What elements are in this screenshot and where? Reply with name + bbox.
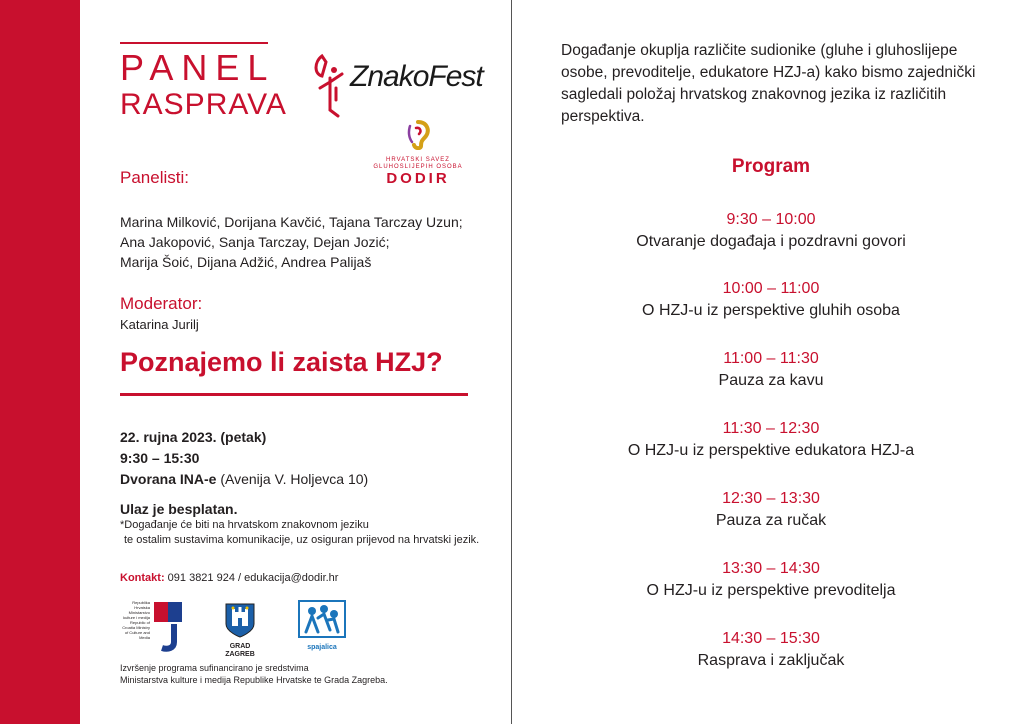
program-item-time: 10:00 – 11:00 (722, 280, 820, 297)
program-item-title: Rasprava i zaključak (697, 652, 845, 669)
program-title: Program (731, 156, 811, 177)
panelists-list (120, 212, 463, 272)
title-line-1: PANEL (120, 47, 276, 88)
headline-underline (120, 393, 468, 396)
zagreb-caption: GRAD ZAGREB (225, 643, 255, 658)
program-item (561, 628, 981, 672)
funding-line-2: Ministarstva kulture i medija Republike Hrvatske te Grada Zagreba. (120, 675, 388, 685)
ministry-emblem-icon (154, 602, 182, 652)
program-item (561, 558, 981, 602)
program-item-time: 11:30 – 12:30 (722, 420, 820, 437)
ministry-logo (120, 600, 184, 658)
headline: Poznajemo li zaista HZJ? (120, 347, 443, 377)
event-date: 22. rujna 2023. (petak) (120, 429, 267, 445)
spajalica-caption: spajalica (307, 644, 337, 651)
title-line-2: RASPRAVA (120, 88, 287, 121)
program-item (561, 348, 981, 392)
program-item-time: 9:30 – 10:00 (726, 211, 816, 228)
program-item (561, 278, 981, 322)
program-item-title: O HZJ-u iz perspektive prevoditelja (646, 582, 896, 599)
moderator-label: Moderator: (120, 294, 203, 313)
entry-headline: Ulaz je besplatan. (120, 501, 238, 517)
spajalica-logo (298, 600, 346, 651)
znakofest-wordmark: ZnakoFest (350, 60, 483, 93)
program-item (561, 418, 981, 462)
program-item-title: Otvaranje događaja i pozdravni govori (636, 233, 906, 250)
title-top-rule (120, 42, 268, 44)
contact (120, 572, 338, 584)
contact-label: Kontakt: (120, 572, 165, 584)
entry-note-1: *Događanje će biti na hrvatskom znakovnom jeziku (120, 519, 369, 531)
program-item-title: Pauza za kavu (718, 372, 824, 389)
znakofest-figure-icon (312, 48, 352, 118)
ministry-text: Republika Hrvatska Ministarstvo kulture i medija Republic of Croatia Ministry of Culture and Media (122, 600, 150, 640)
program-item (561, 209, 981, 253)
venue-name: Dvorana INA-e (120, 471, 217, 487)
funding-note (120, 662, 388, 686)
dodir-logo (372, 118, 464, 187)
entry-note-2: te ostalim sustavima komunikacije, uz osiguran prijevod na hrvatski jezik. (124, 534, 480, 546)
intro-paragraph: Događanje okuplja različite sudionike (gluhe i gluhoslijepe osobe, prevoditelje, edukatore HZJ-a) kako bismo zajednički sagledali položaj hrvatskog znakovnog jezika iz različitih perspektiva. (561, 42, 976, 125)
entry-info (120, 500, 479, 548)
zagreb-logo (218, 600, 262, 658)
panel-title (120, 42, 287, 122)
event-details (120, 427, 368, 490)
ear-icon (403, 118, 433, 150)
program-item (561, 488, 981, 532)
panelists-line: Ana Jakopović, Sanja Tarczay, Dejan Jozić; (120, 234, 390, 250)
red-side-bar (0, 0, 80, 724)
event-venue (120, 469, 368, 490)
funding-line-1: Izvršenje programa sufinancirano je sredstvima (120, 663, 309, 673)
contact-value: 091 3821 924 / edukacija@dodir.hr (164, 572, 339, 584)
program-item-time: 13:30 – 14:30 (722, 560, 820, 577)
program-item-time: 12:30 – 13:30 (722, 490, 820, 507)
event-time: 9:30 – 15:30 (120, 450, 200, 466)
panelists-line: Marina Milković, Dorijana Kavčić, Tajana Tarczay Uzun; (120, 214, 463, 230)
spajalica-people-icon (298, 600, 346, 638)
venue-address: (Avenija V. Holjevca 10) (216, 471, 369, 487)
dodir-wordmark: DODIR (386, 170, 450, 187)
panelists-label: Panelisti: (120, 168, 189, 187)
zagreb-coat-of-arms-icon (224, 600, 256, 638)
panelists-line: Marija Šoić, Dijana Adžić, Andrea Palijaš (120, 254, 372, 270)
program-item-time: 14:30 – 15:30 (722, 630, 820, 647)
znakofest-logo (312, 48, 483, 118)
program-item-title: Pauza za ručak (715, 512, 827, 529)
program-item-time: 11:00 – 11:30 (723, 350, 819, 367)
center-divider (511, 0, 512, 724)
moderator-name: Katarina Jurilj (120, 317, 199, 332)
dodir-subtitle: HRVATSKI SAVEZ GLUHOSLIJEPIH OSOBA (373, 157, 463, 170)
program-item-title: O HZJ-u iz perspektive edukatora HZJ-a (627, 442, 915, 459)
program-item-title: O HZJ-u iz perspektive gluhih osoba (642, 302, 900, 319)
